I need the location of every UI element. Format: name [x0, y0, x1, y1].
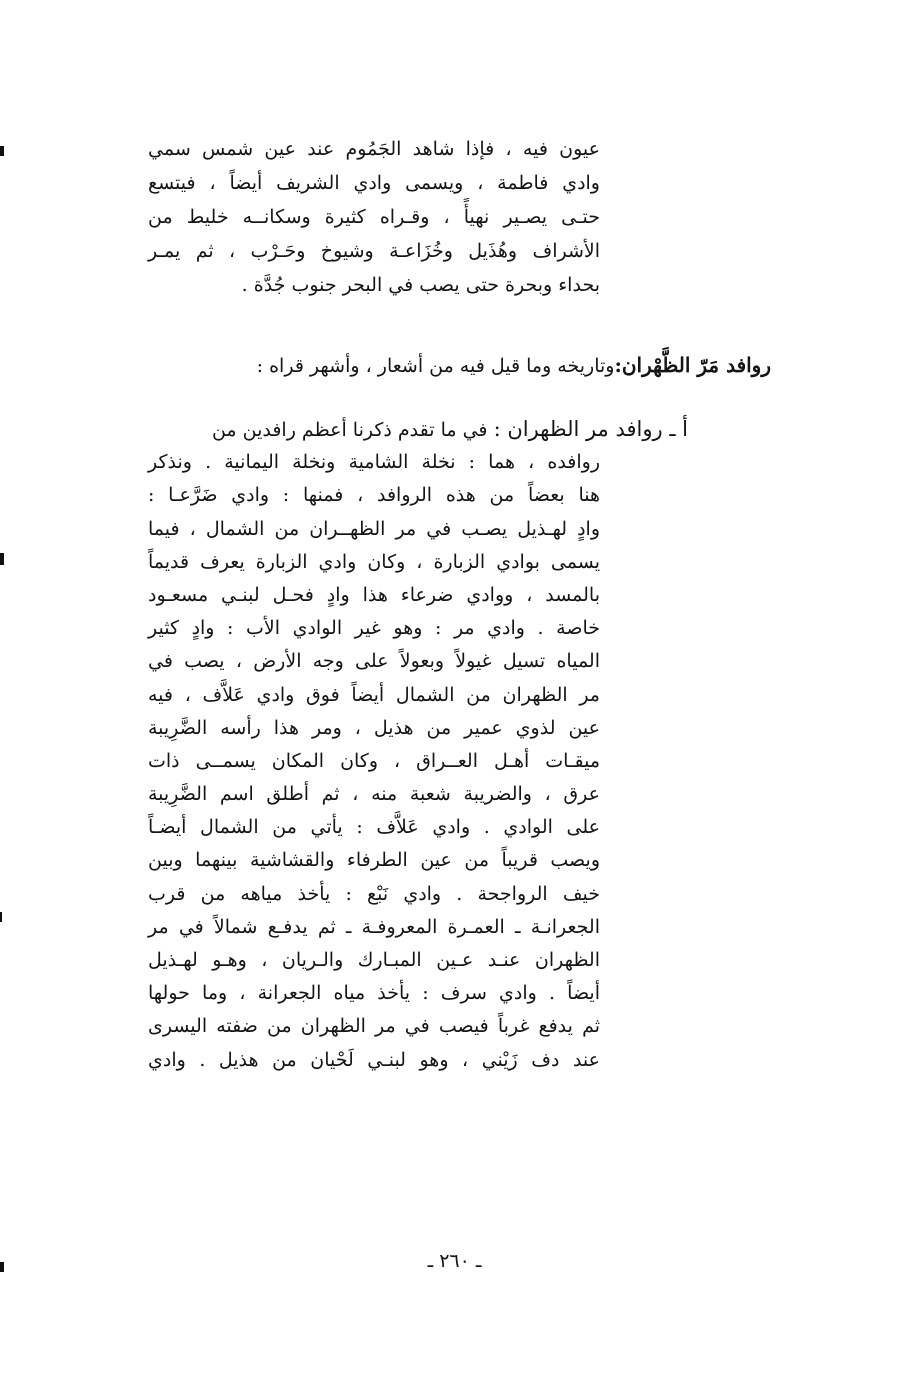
- text-line: بحداء وبحرة حتى يصب في البحر جنوب جُدَّة .: [241, 274, 600, 296]
- text-line: عرق ، والضريبة شعبة منه ، ثم أطلق اسم الضَّرِيبة: [148, 783, 600, 806]
- subsection-paragraph: [148, 413, 688, 1077]
- text-line: عند دف زَيْني ، وهو لبنـي لَحْيان من هذيل . وادي: [148, 1048, 600, 1071]
- text-line: هنا بعضاً من هذه الروافد ، فمنها : وادي ضَرَّعـا :: [148, 484, 600, 507]
- text-line: عين لذوي عمير من هذيل ، ومر هذا رأسه الضَّرِيبة: [148, 716, 600, 739]
- text-line: حتـى يصـير نهيأً ، وقـراه كثيرة وسكانــه خليط من: [148, 206, 600, 228]
- text-line: على الوادي . وادي عَلاَّف : يأتي من الشمال أيضـاً: [148, 816, 600, 839]
- scan-edge-mark: [0, 146, 4, 156]
- subsection-title: أ ـ روافد مر الظهران :: [493, 417, 688, 441]
- scan-edge-mark: [0, 912, 2, 922]
- heading-bold: روافد مَرّ الظَّهْران:: [614, 353, 771, 377]
- text-line: وادٍ لهـذيل يصـب في مر الظهــران من الشمال ، فيما: [148, 517, 600, 540]
- text-line: وادي فاطمة ، ويسمى وادي الشريف أيضاً ، فيتسع: [148, 172, 600, 194]
- text-line-rest: في ما تقدم ذكرنا أعظم رافدين من: [211, 419, 488, 441]
- text-line: الظهران عنـد عـين المبـارك والـريان ، وهـو لهـذيل: [148, 949, 600, 971]
- text-line: الأشراف وهُذَيل وخُزَاعـة وشيوخ وحَـرْب ، ثم يمـر: [148, 240, 600, 262]
- text-line: ويصب قريباً من عين الطرفاء والقشاشية بينهما وبين: [148, 849, 600, 872]
- section-heading: [257, 348, 771, 382]
- page-number: ـ ٢٦٠ ـ: [427, 1250, 482, 1272]
- intro-paragraph: [148, 132, 600, 302]
- heading-text: وتاريخه وما قيل فيه من أشعار ، وأشهر قراه :: [256, 355, 615, 377]
- text-line: ميقـات أهـل العــراق ، وكان المكان يسمــى ذات: [148, 749, 600, 772]
- scan-edge-mark: [0, 553, 4, 565]
- text-line: عيون فيه ، فإذا شاهد الجَمُوم عند عين شمس سمي: [148, 138, 600, 160]
- text-line: المياه تسيل غيولاً وبعولاً على وجه الأرض ، يصب في: [148, 650, 600, 673]
- text-line-first: [148, 413, 688, 446]
- text-line: الجعرانـة ـ العمـرة المعروفـة ـ ثم يدفـع شمالاً في مر: [148, 915, 600, 938]
- text-line: خاصة . وادي مر : وهو غير الوادي الأب : وادٍ كثير: [148, 617, 600, 640]
- text-line: بالمسد ، ووادي ضرعاء هذا وادٍ فحـل لبنـي مسعـود: [148, 583, 600, 606]
- text-line: يسمى بوادي الزبارة ، وكان وادي الزبارة يعرف قديماً: [148, 550, 600, 573]
- text-line: خيف الرواجحة . وادي نَبْع : يأخذ مياهه من قرب: [148, 882, 600, 905]
- text-line: روافده ، هما : نخلة الشامية ونخلة اليمانية . ونذكر: [148, 451, 600, 474]
- text-line: ثم يدفع غرباً فيصب في مر الظهران من ضفته اليسرى: [148, 1015, 600, 1038]
- text-line: مر الظهران من الشمال أيضاً فوق وادي عَلاَّف ، فيه: [148, 683, 600, 706]
- text-line: أيضاً . وادي سرف : يأخذ مياه الجعرانة ، وما حولها: [148, 982, 600, 1005]
